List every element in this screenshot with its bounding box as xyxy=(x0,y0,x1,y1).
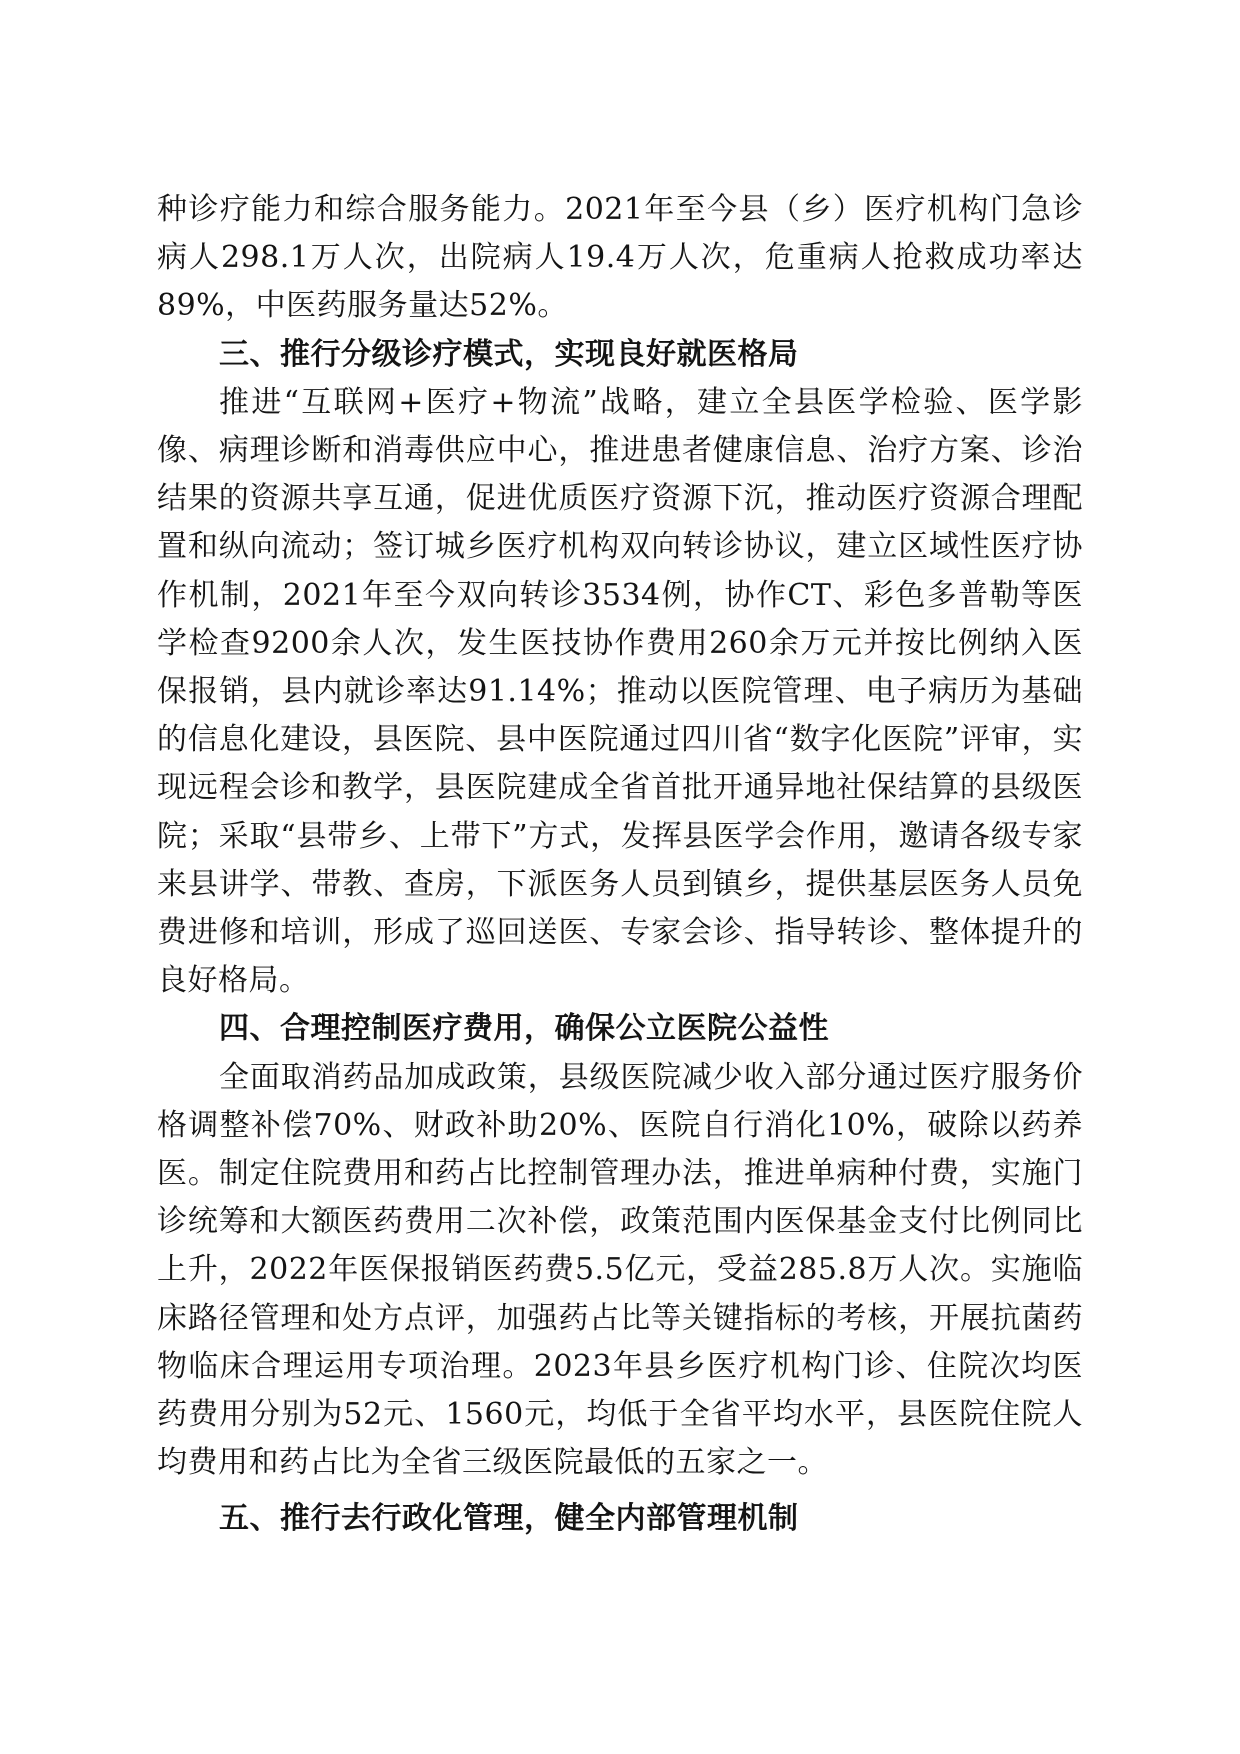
section-heading-3: 三、推行分级诊疗模式，实现良好就医格局 xyxy=(219,336,799,372)
section-heading-5: 五、推行去行政化管理，健全内部管理机制 xyxy=(219,1501,799,1537)
body-paragraph-cost-control: 全面取消药品加成政策，县级医院减少收入部分通过医疗服务价格调整补偿70%、财政补助20%、医院自行消化10%，破除以药养医。制定住院费用和药占比控制管理办法，推进单病种付费，实施门诊统筹和大额医药费用二次补偿，政策范围内医保基金支付比例同比上升，2022年医保报销医药费5.5亿元，受益285.8万人次。实施临床路径管理和处方点评，加强药占比等关键指标的考核，开展抗菌药物临床合理运用专项治理。2023年县乡医疗机构门诊、住院次均医药费用分别为52元、1560元，均低于全省平均水平，县医院住院人均费用和药占比为全省三级医院最低的五家之一。 xyxy=(157,1059,1083,1481)
section-heading-4: 四、合理控制医疗费用，确保公立医院公益性 xyxy=(219,1011,829,1047)
body-paragraph-tiered-diagnosis: 推进“互联网+医疗+物流”战略，建立全县医学检验、医学影像、病理诊断和消毒供应中心，推进患者健康信息、治疗方案、诊治结果的资源共享互通，促进优质医疗资源下沉，推动医疗资源合理配置和纵向流动；签订城乡医疗机构双向转诊协议，建立区域性医疗协作机制，2021年至今双向转诊3534例，协作CT、彩色多普勒等医学检查9200余人次，发生医技协作费用260余万元并按比例纳入医保报销，县内就诊率达91.14%；推动以医院管理、电子病历为基础的信息化建设，县医院、县中医院通过四川省“数字化医院”评审，实现远程会诊和教学，县医院建成全省首批开通异地社保结算的县级医院；采取“县带乡、上带下”方式，发挥县医学会作用，邀请各级专家来县讲学、带教、查房，下派医务人员到镇乡，提供基层医务人员免费进修和培训，形成了巡回送医、专家会诊、指导转诊、整体提升的良好格局。 xyxy=(157,384,1083,999)
body-paragraph-continuation: 种诊疗能力和综合服务能力。2021年至今县（乡）医疗机构门急诊病人298.1万人次，出院病人19.4万人次，危重病人抢救成功率达89%，中医药服务量达52%。 xyxy=(157,192,1083,324)
document-page xyxy=(157,186,1083,1544)
